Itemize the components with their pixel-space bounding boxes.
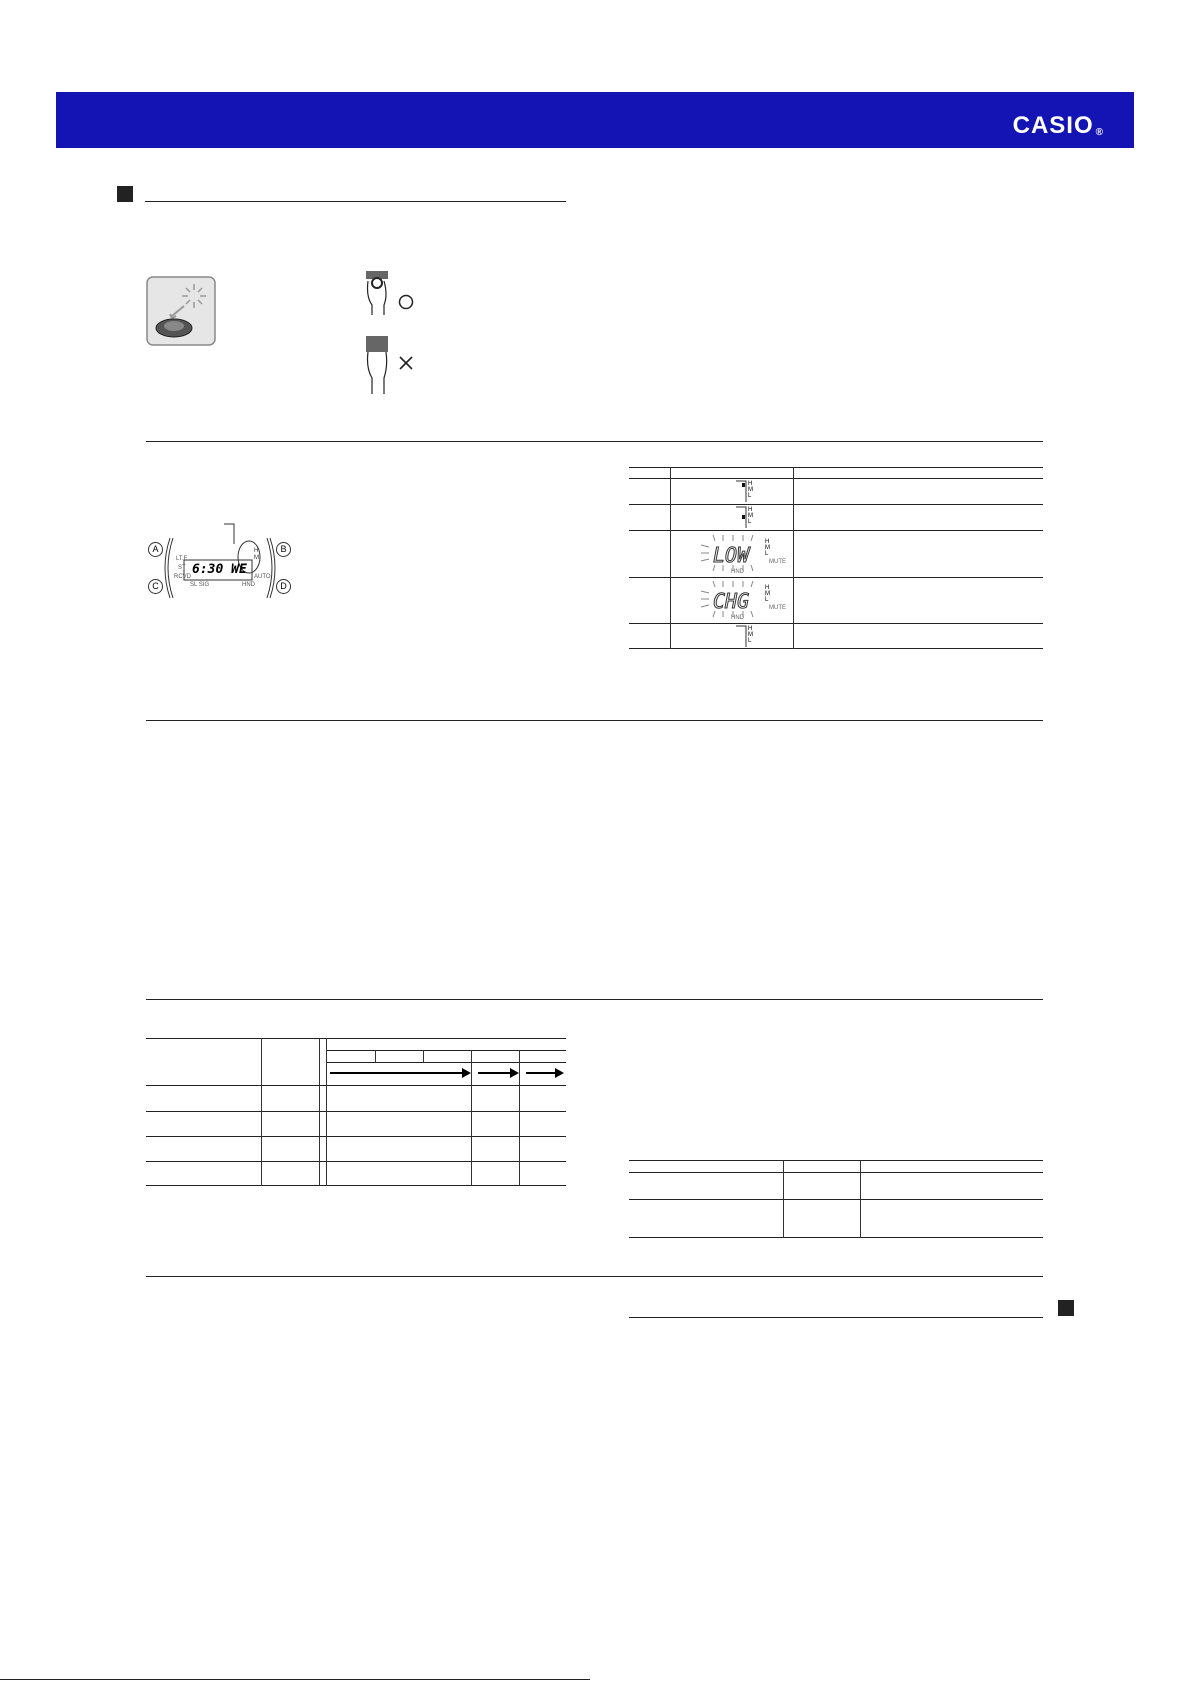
header-banner [56, 92, 1134, 148]
button-c: C [148, 579, 163, 594]
label-hnd: HND [242, 582, 255, 588]
button-a: A [148, 542, 163, 557]
reference-table [629, 1160, 1043, 1238]
hnd-tag: HND [731, 569, 744, 575]
casio-logo [1013, 112, 1104, 140]
level-h-indicator [736, 480, 756, 502]
low-display [699, 533, 789, 575]
table-rule [629, 467, 1043, 468]
section-divider [146, 1276, 1043, 1277]
level-letters: H M L [748, 626, 753, 644]
label-rcvd: RCVD [174, 574, 192, 580]
section-marker [117, 186, 133, 202]
mute-tag: MUTE [769, 559, 786, 565]
section-divider [146, 441, 1043, 442]
section-heading-rule [145, 201, 566, 202]
table-rule [629, 1172, 1043, 1173]
table-rule [629, 478, 1043, 479]
table-col-rule [783, 1160, 784, 1238]
level-letters: H M L [748, 481, 753, 499]
table-rule [629, 623, 1043, 624]
level-flow-arrows [328, 1066, 566, 1080]
table-rule [146, 1085, 566, 1086]
hnd-tag: HND [731, 615, 744, 621]
table-rule [146, 1111, 566, 1112]
battery-level-table [629, 467, 1043, 649]
table-rule [146, 1038, 566, 1039]
level-h: H [254, 548, 259, 554]
table-col-rule [261, 1038, 262, 1186]
watch-time-display: 6:30 WE [192, 562, 247, 577]
mute-tag: MUTE [769, 605, 786, 611]
button-d: D [276, 579, 291, 594]
level-letters: H M L [765, 539, 770, 557]
section-heading-rule [629, 1317, 1043, 1318]
level-m: M [254, 555, 259, 561]
table-rule [146, 1161, 566, 1162]
table-col-rule [670, 467, 671, 649]
svg-text:LOW: LOW [713, 543, 750, 567]
table-rule [629, 648, 1043, 649]
charging-time-table [146, 1038, 566, 1186]
cross-icon [398, 355, 414, 371]
table-col-rule [860, 1160, 861, 1238]
footer-fragment [620, 1672, 760, 1682]
button-b: B [276, 542, 291, 557]
chg-display [699, 579, 789, 621]
level-letters: H M L [765, 585, 770, 603]
level-empty-indicator [736, 625, 756, 647]
section-marker [1058, 1300, 1074, 1316]
table-col-rule [423, 1050, 424, 1062]
label-lt-f: LT.F [176, 556, 188, 562]
brand-text: CASIO [1012, 112, 1094, 139]
section-divider [146, 720, 1043, 721]
table-rule [629, 577, 1043, 578]
table-rule [146, 1136, 566, 1137]
registered-mark: ® [1095, 127, 1104, 138]
table-rule [629, 1237, 1043, 1238]
table-rule [629, 530, 1043, 531]
level-m-indicator [736, 506, 756, 528]
watch-face-diagram [146, 510, 296, 602]
svg-text:CHG: CHG [713, 589, 750, 613]
table-rule [327, 1062, 566, 1063]
table-rule [629, 1160, 1043, 1161]
solar-charge-icon [146, 276, 216, 346]
section-divider [146, 999, 1043, 1000]
level-indicator [254, 548, 259, 562]
table-col-rule [319, 1038, 320, 1186]
label-auto: AUTO [254, 574, 271, 580]
level-letters: H M L [748, 507, 753, 525]
label-st: ST [178, 565, 186, 571]
table-rule [629, 1199, 1043, 1200]
label-sl-sig: SL SIG [190, 582, 210, 588]
table-rule [629, 504, 1043, 505]
footer-rule [0, 1679, 590, 1680]
circle-icon [398, 294, 414, 310]
table-col-rule [375, 1050, 376, 1062]
table-col-rule [326, 1038, 327, 1186]
table-rule [146, 1185, 566, 1186]
table-col-rule [793, 467, 794, 649]
table-rule [327, 1050, 566, 1051]
